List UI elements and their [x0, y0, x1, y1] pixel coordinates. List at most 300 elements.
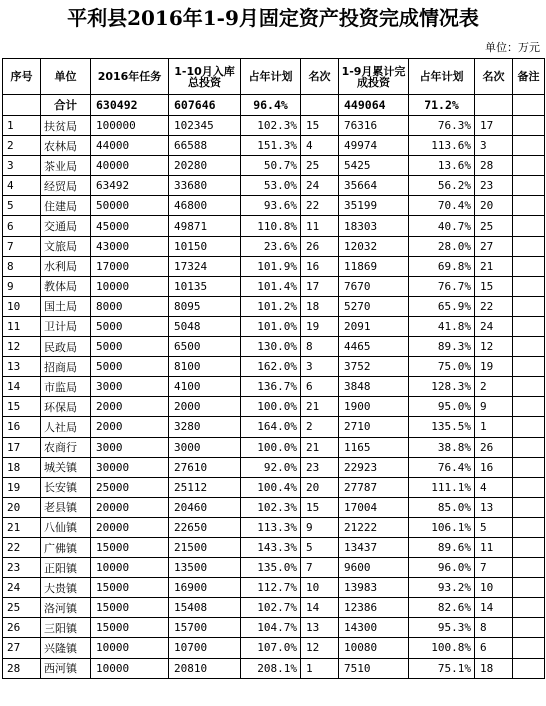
row-seq: 17: [3, 437, 41, 457]
row-stock-rank: 5: [301, 537, 339, 557]
row-done-rank: 22: [475, 296, 513, 316]
row-stock: 3000: [169, 437, 241, 457]
row-stock-rank: 1: [301, 658, 339, 678]
total-stock-rank: [301, 95, 339, 116]
row-done: 2710: [339, 417, 409, 437]
row-stock-pct: 130.0%: [241, 337, 301, 357]
row-unit-name: 国土局: [41, 296, 91, 316]
total-stock: 607646: [169, 95, 241, 116]
row-done-pct: 93.2%: [409, 578, 475, 598]
table-row: [3, 276, 545, 296]
row-stock-pct: 101.9%: [241, 256, 301, 276]
row-stock-pct: 101.4%: [241, 276, 301, 296]
row-stock-pct: 100.0%: [241, 437, 301, 457]
total-done-rank: [475, 95, 513, 116]
row-seq: 3: [3, 156, 41, 176]
row-done-pct: 95.3%: [409, 618, 475, 638]
row-seq: 7: [3, 236, 41, 256]
total-task: 630492: [91, 95, 169, 116]
row-stock-rank: 7: [301, 558, 339, 578]
row-unit-name: 环保局: [41, 397, 91, 417]
row-done: 13983: [339, 578, 409, 598]
row-seq: 18: [3, 457, 41, 477]
row-task: 20000: [91, 497, 169, 517]
row-remark: [513, 578, 545, 598]
row-stock-rank: 23: [301, 457, 339, 477]
row-stock: 20460: [169, 497, 241, 517]
row-done: 3848: [339, 377, 409, 397]
row-task: 10000: [91, 658, 169, 678]
row-remark: [513, 357, 545, 377]
row-done-pct: 82.6%: [409, 598, 475, 618]
row-task: 15000: [91, 598, 169, 618]
row-task: 50000: [91, 196, 169, 216]
row-done-rank: 27: [475, 236, 513, 256]
row-stock-pct: 102.3%: [241, 116, 301, 136]
row-done: 5425: [339, 156, 409, 176]
row-task: 10000: [91, 558, 169, 578]
row-unit-name: 农商行: [41, 437, 91, 457]
row-stock-rank: 17: [301, 276, 339, 296]
row-done-pct: 106.1%: [409, 517, 475, 537]
header-task: 2016年任务: [91, 59, 169, 95]
row-done: 14300: [339, 618, 409, 638]
table-row: [3, 457, 545, 477]
row-unit-name: 广佛镇: [41, 537, 91, 557]
row-done-pct: 56.2%: [409, 176, 475, 196]
row-stock: 46800: [169, 196, 241, 216]
row-remark: [513, 638, 545, 658]
row-done-rank: 7: [475, 558, 513, 578]
row-seq: 9: [3, 276, 41, 296]
row-remark: [513, 598, 545, 618]
row-done: 35664: [339, 176, 409, 196]
row-seq: 28: [3, 658, 41, 678]
row-stock-rank: 24: [301, 176, 339, 196]
row-unit-name: 老县镇: [41, 497, 91, 517]
row-done-pct: 95.0%: [409, 397, 475, 417]
row-stock-pct: 136.7%: [241, 377, 301, 397]
header-stock-investment: 1-10月入库总投资: [169, 59, 241, 95]
row-stock: 17324: [169, 256, 241, 276]
row-done: 21222: [339, 517, 409, 537]
row-done-rank: 25: [475, 216, 513, 236]
row-done-rank: 6: [475, 638, 513, 658]
row-stock: 102345: [169, 116, 241, 136]
row-remark: [513, 196, 545, 216]
row-done: 12032: [339, 236, 409, 256]
row-done-rank: 23: [475, 176, 513, 196]
row-stock-pct: 100.4%: [241, 477, 301, 497]
investment-table: [2, 58, 545, 679]
row-remark: [513, 156, 545, 176]
row-unit-name: 水利局: [41, 256, 91, 276]
row-remark: [513, 437, 545, 457]
table-row: [3, 196, 545, 216]
row-stock: 4100: [169, 377, 241, 397]
row-remark: [513, 457, 545, 477]
row-done-pct: 96.0%: [409, 558, 475, 578]
row-unit-name: 文旅局: [41, 236, 91, 256]
row-unit-name: 交通局: [41, 216, 91, 236]
row-done: 1165: [339, 437, 409, 457]
row-remark: [513, 658, 545, 678]
row-stock-pct: 143.3%: [241, 537, 301, 557]
row-done-pct: 38.8%: [409, 437, 475, 457]
table-row: [3, 216, 545, 236]
row-task: 44000: [91, 136, 169, 156]
total-label: 合计: [41, 95, 91, 116]
row-stock-rank: 10: [301, 578, 339, 598]
row-stock: 33680: [169, 176, 241, 196]
row-done-rank: 17: [475, 116, 513, 136]
row-done-pct: 113.6%: [409, 136, 475, 156]
row-task: 40000: [91, 156, 169, 176]
row-seq: 25: [3, 598, 41, 618]
row-stock-pct: 162.0%: [241, 357, 301, 377]
row-stock-rank: 22: [301, 196, 339, 216]
row-stock-pct: 151.3%: [241, 136, 301, 156]
row-done-rank: 4: [475, 477, 513, 497]
row-task: 43000: [91, 236, 169, 256]
table-row: [3, 658, 545, 678]
row-task: 15000: [91, 537, 169, 557]
row-seq: 10: [3, 296, 41, 316]
row-seq: 20: [3, 497, 41, 517]
row-done-rank: 15: [475, 276, 513, 296]
row-task: 15000: [91, 618, 169, 638]
row-done-rank: 21: [475, 256, 513, 276]
row-task: 10000: [91, 276, 169, 296]
row-done: 1900: [339, 397, 409, 417]
table-row: [3, 558, 545, 578]
row-unit-name: 招商局: [41, 357, 91, 377]
row-remark: [513, 276, 545, 296]
row-stock-pct: 101.2%: [241, 296, 301, 316]
row-done-rank: 1: [475, 417, 513, 437]
row-seq: 21: [3, 517, 41, 537]
row-done-rank: 5: [475, 517, 513, 537]
row-seq: 27: [3, 638, 41, 658]
row-stock-pct: 135.0%: [241, 558, 301, 578]
row-done-pct: 89.3%: [409, 337, 475, 357]
row-seq: 14: [3, 377, 41, 397]
row-seq: 11: [3, 316, 41, 336]
total-done: 449064: [339, 95, 409, 116]
row-stock-pct: 104.7%: [241, 618, 301, 638]
table-row: [3, 417, 545, 437]
row-task: 20000: [91, 517, 169, 537]
row-done-pct: 40.7%: [409, 216, 475, 236]
row-done-rank: 16: [475, 457, 513, 477]
header-done-rank: 名次: [475, 59, 513, 95]
table-row: [3, 517, 545, 537]
row-done: 35199: [339, 196, 409, 216]
row-unit-name: 洛河镇: [41, 598, 91, 618]
row-task: 2000: [91, 417, 169, 437]
header-done-investment: 1-9月累计完成投资: [339, 59, 409, 95]
row-stock-rank: 18: [301, 296, 339, 316]
row-seq: 13: [3, 357, 41, 377]
row-done-pct: 69.8%: [409, 256, 475, 276]
row-done-pct: 135.5%: [409, 417, 475, 437]
row-done: 2091: [339, 316, 409, 336]
row-unit-name: 卫计局: [41, 316, 91, 336]
row-done-rank: 3: [475, 136, 513, 156]
row-stock-pct: 92.0%: [241, 457, 301, 477]
row-done-rank: 26: [475, 437, 513, 457]
row-unit-name: 经贸局: [41, 176, 91, 196]
row-done-rank: 12: [475, 337, 513, 357]
row-task: 100000: [91, 116, 169, 136]
row-stock-rank: 15: [301, 116, 339, 136]
row-stock: 10700: [169, 638, 241, 658]
row-done-rank: 10: [475, 578, 513, 598]
row-stock: 8100: [169, 357, 241, 377]
row-done-rank: 18: [475, 658, 513, 678]
table-row: [3, 497, 545, 517]
row-stock: 15408: [169, 598, 241, 618]
row-stock-rank: 6: [301, 377, 339, 397]
row-task: 45000: [91, 216, 169, 236]
table-row: [3, 116, 545, 136]
row-task: 10000: [91, 638, 169, 658]
row-unit-name: 农林局: [41, 136, 91, 156]
row-stock-rank: 13: [301, 618, 339, 638]
row-stock: 13500: [169, 558, 241, 578]
table-row: [3, 598, 545, 618]
row-stock-rank: 15: [301, 497, 339, 517]
row-done: 17004: [339, 497, 409, 517]
table-row: [3, 397, 545, 417]
row-stock: 8095: [169, 296, 241, 316]
table-row: [3, 176, 545, 196]
row-stock: 49871: [169, 216, 241, 236]
row-done-pct: 76.7%: [409, 276, 475, 296]
row-stock: 5048: [169, 316, 241, 336]
row-stock-pct: 101.0%: [241, 316, 301, 336]
header-remark: 备注: [513, 59, 545, 95]
row-seq: 12: [3, 337, 41, 357]
row-remark: [513, 618, 545, 638]
row-unit-name: 三阳镇: [41, 618, 91, 638]
row-stock-rank: 20: [301, 477, 339, 497]
row-stock-rank: 14: [301, 598, 339, 618]
row-remark: [513, 558, 545, 578]
row-stock-rank: 21: [301, 437, 339, 457]
row-stock-rank: 25: [301, 156, 339, 176]
row-done-pct: 13.6%: [409, 156, 475, 176]
row-done: 22923: [339, 457, 409, 477]
row-unit-name: 大贵镇: [41, 578, 91, 598]
row-stock: 20280: [169, 156, 241, 176]
table-row: [3, 537, 545, 557]
row-done-pct: 85.0%: [409, 497, 475, 517]
row-done-pct: 65.9%: [409, 296, 475, 316]
table-row: [3, 236, 545, 256]
row-unit-name: 人社局: [41, 417, 91, 437]
row-stock: 10135: [169, 276, 241, 296]
row-seq: 5: [3, 196, 41, 216]
row-stock-pct: 93.6%: [241, 196, 301, 216]
page-title: 平利县2016年1-9月固定资产投资完成情况表: [67, 6, 479, 30]
row-stock-rank: 16: [301, 256, 339, 276]
row-task: 63492: [91, 176, 169, 196]
row-remark: [513, 316, 545, 336]
row-stock-pct: 102.3%: [241, 497, 301, 517]
row-stock: 10150: [169, 236, 241, 256]
row-done: 13437: [339, 537, 409, 557]
row-stock-pct: 164.0%: [241, 417, 301, 437]
row-task: 5000: [91, 316, 169, 336]
row-task: 5000: [91, 337, 169, 357]
row-remark: [513, 176, 545, 196]
row-stock-rank: 11: [301, 216, 339, 236]
row-done-rank: 24: [475, 316, 513, 336]
row-done-rank: 2: [475, 377, 513, 397]
table-row: [3, 377, 545, 397]
row-done-pct: 76.4%: [409, 457, 475, 477]
row-done-pct: 41.8%: [409, 316, 475, 336]
row-stock-pct: 100.0%: [241, 397, 301, 417]
row-remark: [513, 256, 545, 276]
row-stock-rank: 9: [301, 517, 339, 537]
table-row: [3, 638, 545, 658]
total-seq-cell: [3, 95, 41, 116]
row-remark: [513, 377, 545, 397]
row-done: 3752: [339, 357, 409, 377]
table-row: [3, 477, 545, 497]
row-stock: 15700: [169, 618, 241, 638]
row-seq: 4: [3, 176, 41, 196]
row-seq: 15: [3, 397, 41, 417]
row-task: 30000: [91, 457, 169, 477]
row-done-pct: 100.8%: [409, 638, 475, 658]
total-remark: [513, 95, 545, 116]
row-unit-name: 民政局: [41, 337, 91, 357]
row-stock: 66588: [169, 136, 241, 156]
row-seq: 19: [3, 477, 41, 497]
row-done: 4465: [339, 337, 409, 357]
row-stock-pct: 50.7%: [241, 156, 301, 176]
row-unit-name: 西河镇: [41, 658, 91, 678]
table-row: [3, 357, 545, 377]
row-done-pct: 75.0%: [409, 357, 475, 377]
row-unit-name: 八仙镇: [41, 517, 91, 537]
row-done-pct: 89.6%: [409, 537, 475, 557]
row-remark: [513, 136, 545, 156]
row-seq: 23: [3, 558, 41, 578]
row-done-rank: 11: [475, 537, 513, 557]
row-done: 11869: [339, 256, 409, 276]
row-remark: [513, 517, 545, 537]
header-seq: 序号: [3, 59, 41, 95]
table-row: [3, 618, 545, 638]
row-done-rank: 28: [475, 156, 513, 176]
row-stock-rank: 26: [301, 236, 339, 256]
row-done: 27787: [339, 477, 409, 497]
row-remark: [513, 337, 545, 357]
row-seq: 24: [3, 578, 41, 598]
row-done-pct: 75.1%: [409, 658, 475, 678]
row-unit-name: 兴隆镇: [41, 638, 91, 658]
row-remark: [513, 216, 545, 236]
row-task: 25000: [91, 477, 169, 497]
row-remark: [513, 116, 545, 136]
row-stock: 16900: [169, 578, 241, 598]
row-unit-name: 正阳镇: [41, 558, 91, 578]
row-done-rank: 19: [475, 357, 513, 377]
row-stock-pct: 113.3%: [241, 517, 301, 537]
row-stock: 22650: [169, 517, 241, 537]
row-stock-rank: 8: [301, 337, 339, 357]
table-row: [3, 256, 545, 276]
total-stock-pct: 96.4%: [241, 95, 301, 116]
row-stock: 21500: [169, 537, 241, 557]
row-unit-name: 扶贫局: [41, 116, 91, 136]
row-unit-name: 长安镇: [41, 477, 91, 497]
row-seq: 1: [3, 116, 41, 136]
row-remark: [513, 417, 545, 437]
total-row: [3, 95, 545, 116]
total-done-pct: 71.2%: [409, 95, 475, 116]
row-stock-rank: 2: [301, 417, 339, 437]
row-stock-rank: 3: [301, 357, 339, 377]
row-stock: 27610: [169, 457, 241, 477]
row-done: 7510: [339, 658, 409, 678]
row-stock-rank: 4: [301, 136, 339, 156]
row-stock: 25112: [169, 477, 241, 497]
row-stock-pct: 53.0%: [241, 176, 301, 196]
row-unit-name: 市监局: [41, 377, 91, 397]
row-stock-pct: 102.7%: [241, 598, 301, 618]
table-row: [3, 136, 545, 156]
row-task: 8000: [91, 296, 169, 316]
row-done-rank: 20: [475, 196, 513, 216]
header-done-pct: 占年计划: [409, 59, 475, 95]
header-unit: 单位: [41, 59, 91, 95]
row-task: 17000: [91, 256, 169, 276]
row-done: 10080: [339, 638, 409, 658]
row-done-pct: 111.1%: [409, 477, 475, 497]
row-stock: 6500: [169, 337, 241, 357]
row-unit-name: 城关镇: [41, 457, 91, 477]
row-done: 18303: [339, 216, 409, 236]
table-row: [3, 437, 545, 457]
row-done: 12386: [339, 598, 409, 618]
unit-note: 单位：万元: [485, 41, 540, 54]
row-seq: 22: [3, 537, 41, 557]
row-done: 5270: [339, 296, 409, 316]
table-row: [3, 316, 545, 336]
row-stock-pct: 208.1%: [241, 658, 301, 678]
row-done-pct: 128.3%: [409, 377, 475, 397]
row-stock: 2000: [169, 397, 241, 417]
row-seq: 2: [3, 136, 41, 156]
table-row: [3, 156, 545, 176]
row-seq: 16: [3, 417, 41, 437]
row-done-rank: 9: [475, 397, 513, 417]
row-stock-pct: 112.7%: [241, 578, 301, 598]
header-stock-rank: 名次: [301, 59, 339, 95]
row-seq: 6: [3, 216, 41, 236]
row-done-rank: 8: [475, 618, 513, 638]
row-remark: [513, 236, 545, 256]
row-remark: [513, 537, 545, 557]
row-done: 7670: [339, 276, 409, 296]
table-row: [3, 296, 545, 316]
row-unit-name: 茶业局: [41, 156, 91, 176]
